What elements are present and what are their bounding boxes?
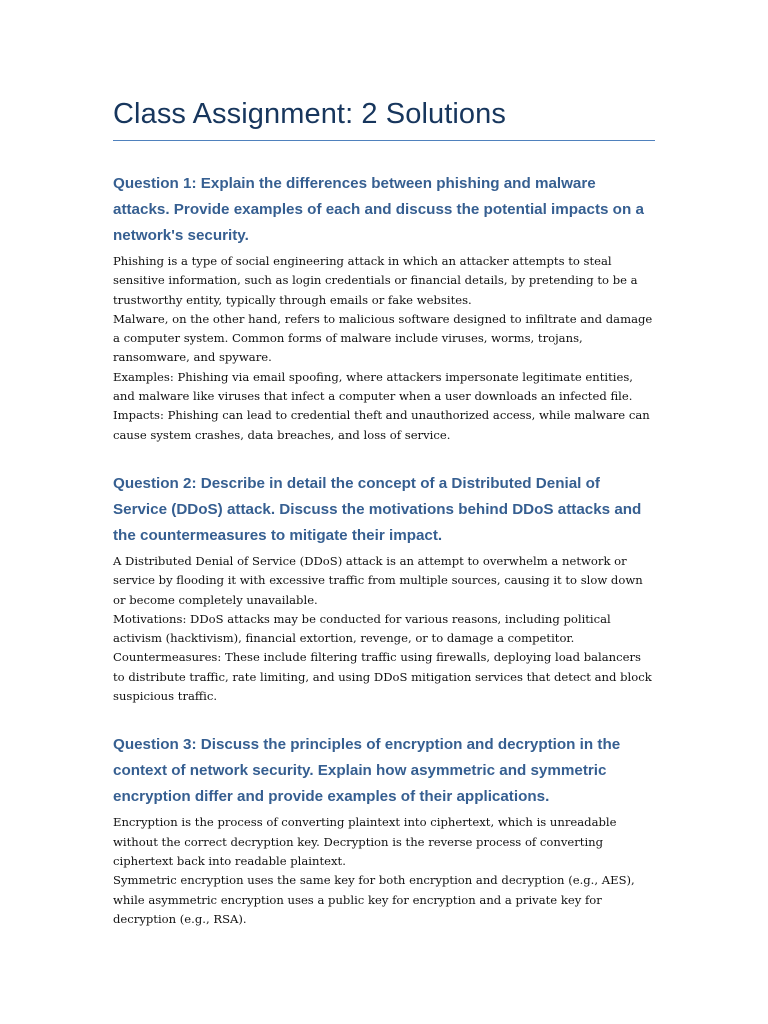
answer-paragraph: Symmetric encryption uses the same key for both encryption and decryption (e.g., AES), while asymmetric encryption uses a public key for encryption and a private key for decryption (e.g., RSA). <box>113 873 635 926</box>
answer-paragraph: Impacts: Phishing can lead to credential theft and unauthorized access, while malware can cause system crashes, data breaches, and loss of service. <box>113 408 650 442</box>
answer-paragraph: Malware, on the other hand, refers to malicious software designed to infiltrate and damage a computer system. Common forms of malware include viruses, worms, trojans, ransomware, and spyware. <box>113 311 653 365</box>
document-title: Class Assignment: 2 Solutions <box>113 96 655 141</box>
answer-paragraph: Encryption is the process of converting plaintext into ciphertext, which is unreadable without the correct decryption key. Decryption is the reverse process of converting ciphertext back into readable plaintext. <box>113 815 617 868</box>
answer-paragraph: Examples: Phishing via email spoofing, where attackers impersonate legitimate entities, and malware like viruses that infect a computer when a user downloads an infected file. <box>113 369 633 404</box>
question-heading: Question 2: Describe in detail the concept of a Distributed Denial of Service (DDoS) attack. Discuss the motivations behind DDoS attacks and the countermeasures to mitigate their impact. <box>113 474 642 544</box>
question-section-1 <box>113 171 655 445</box>
answer-paragraph: Motivations: DDoS attacks may be conducted for various reasons, including political activism (hacktivism), financial extortion, revenge, or to damage a competitor. <box>113 611 611 646</box>
answer-paragraph: A Distributed Denial of Service (DDoS) attack is an attempt to overwhelm a network or service by flooding it with excessive traffic from multiple sources, causing it to slow down or become completely unavailable. <box>113 553 643 607</box>
question-section-2 <box>113 471 655 706</box>
answer-paragraph: Countermeasures: These include filtering traffic using firewalls, deploying load balancers to distribute traffic, rate limiting, and using DDoS mitigation services that detect and block suspicious traffic. <box>113 650 652 704</box>
question-heading: Question 3: Discuss the principles of encryption and decryption in the context of network security. Explain how asymmetric and symmetric encryption differ and provide examples of their applications. <box>113 736 621 806</box>
answer-paragraph: Phishing is a type of social engineering attack in which an attacker attempts to steal sensitive information, such as login credentials or financial details, by pretending to be a trustworthy entity, typically through emails or fake websites. <box>113 254 638 307</box>
document-page <box>113 96 655 929</box>
question-heading: Question 1: Explain the differences between phishing and malware attacks. Provide examples of each and discuss the potential impacts on a network's security. <box>113 175 644 244</box>
question-section-3 <box>113 732 655 929</box>
